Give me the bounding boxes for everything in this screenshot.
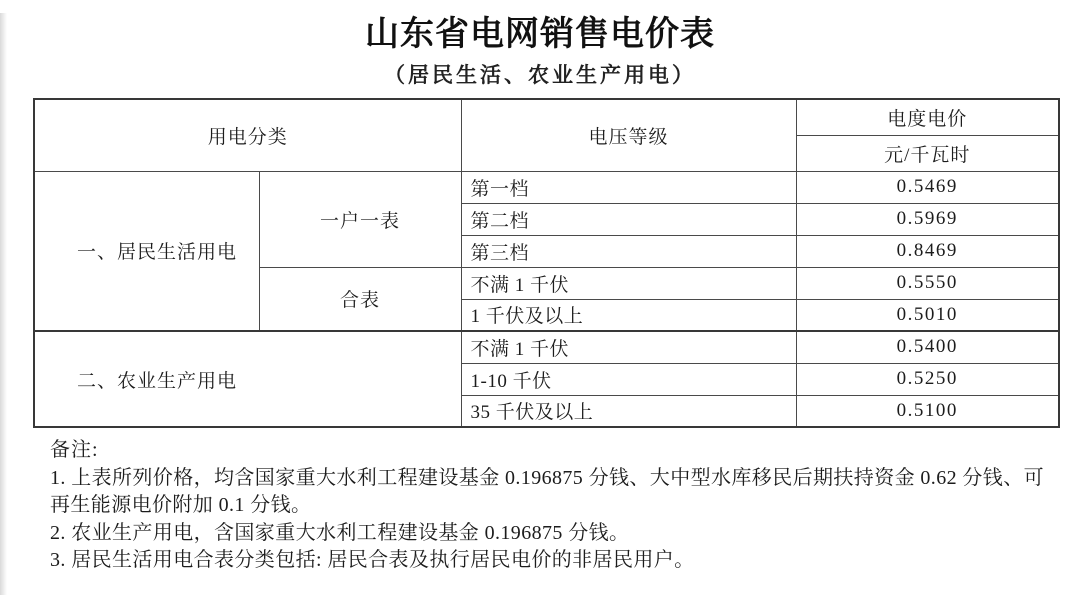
header-classification: 用电分类 xyxy=(34,99,461,171)
meter-group-cell-combined-meter: 合表 xyxy=(259,267,461,331)
header-price: 电度电价 xyxy=(796,99,1059,135)
voltage-cell: 不满 1 千伏 xyxy=(461,267,796,299)
price-cell: 0.8469 xyxy=(796,235,1059,267)
page-title: 山东省电网销售电价表 xyxy=(365,16,715,53)
electricity-price-table xyxy=(33,98,1060,428)
note-item-2: 2. 农业生产用电，含国家重大水利工程建设基金 0.196875 分钱。 xyxy=(50,521,630,544)
voltage-cell: 1-10 千伏 xyxy=(461,363,796,395)
note-item-3: 3. 居民生活用电合表分类包括: 居民合表及执行居民电价的非居民用户。 xyxy=(50,549,695,571)
price-cell: 0.5250 xyxy=(796,363,1059,395)
category-cell-agricultural: 二、农业生产用电 xyxy=(34,331,461,427)
voltage-cell: 第二档 xyxy=(461,203,796,235)
price-cell: 0.5010 xyxy=(796,299,1059,331)
table-row xyxy=(34,331,1059,363)
price-cell: 0.5550 xyxy=(796,267,1059,299)
note-item-1: 1. 上表所列价格，均含国家重大水利工程建设基金 0.196875 分钱、大中型水库移民后期扶持资金 0.62 分钱、可再生能源电价附加 0.1 分钱。 xyxy=(50,466,1044,516)
price-cell: 0.5100 xyxy=(796,395,1059,427)
meter-group-cell-single-meter: 一户一表 xyxy=(259,171,461,267)
header-voltage-level: 电压等级 xyxy=(461,99,796,171)
price-cell: 0.5469 xyxy=(796,171,1059,203)
voltage-cell: 1 千伏及以上 xyxy=(461,299,796,331)
voltage-cell: 不满 1 千伏 xyxy=(461,331,796,363)
header-price-unit: 元/千瓦时 xyxy=(796,135,1059,171)
voltage-cell: 第一档 xyxy=(461,171,796,203)
table-row xyxy=(34,171,1059,203)
notes-label: 备注: xyxy=(50,439,99,461)
category-cell-residential: 一、居民生活用电 xyxy=(34,171,259,331)
notes-block xyxy=(50,437,1052,575)
price-cell: 0.5400 xyxy=(796,331,1059,363)
header-row-1 xyxy=(34,99,1059,135)
voltage-cell: 第三档 xyxy=(461,235,796,267)
price-cell: 0.5969 xyxy=(796,203,1059,235)
scan-edge-artifact xyxy=(0,13,7,595)
voltage-cell: 35 千伏及以上 xyxy=(461,395,796,427)
page-subtitle: （居民生活、农业生产用电） xyxy=(384,63,696,87)
